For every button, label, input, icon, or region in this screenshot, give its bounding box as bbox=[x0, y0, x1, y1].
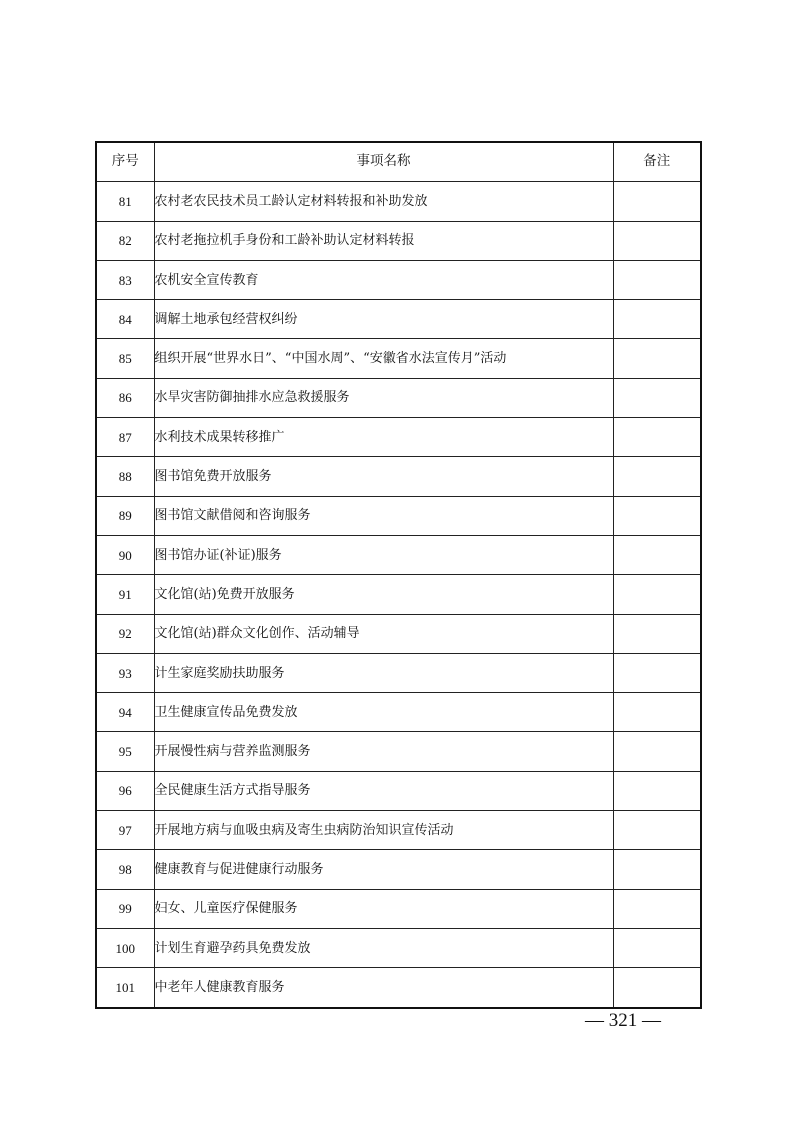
row-serial-number: 81 bbox=[96, 182, 154, 221]
row-remarks bbox=[613, 614, 701, 653]
row-item-name: 计划生育避孕药具免费发放 bbox=[154, 928, 613, 967]
table-row bbox=[96, 339, 701, 378]
row-item-name: 妇女、儿童医疗保健服务 bbox=[154, 889, 613, 928]
header-item-name: 事项名称 bbox=[154, 142, 613, 182]
row-item-name: 组织开展“世界水日”、“中国水周”、“安徽省水法宣传月”活动 bbox=[154, 339, 613, 378]
row-remarks bbox=[613, 378, 701, 417]
row-item-name: 农村老拖拉机手身份和工龄补助认定材料转报 bbox=[154, 221, 613, 260]
table-row bbox=[96, 182, 701, 221]
row-item-name: 调解土地承包经营权纠纷 bbox=[154, 300, 613, 339]
row-remarks bbox=[613, 693, 701, 732]
row-remarks bbox=[613, 811, 701, 850]
row-serial-number: 84 bbox=[96, 300, 154, 339]
row-serial-number: 85 bbox=[96, 339, 154, 378]
row-serial-number: 94 bbox=[96, 693, 154, 732]
row-item-name: 图书馆免费开放服务 bbox=[154, 457, 613, 496]
row-serial-number: 91 bbox=[96, 575, 154, 614]
row-remarks bbox=[613, 300, 701, 339]
row-remarks bbox=[613, 496, 701, 535]
row-item-name: 农机安全宣传教育 bbox=[154, 260, 613, 299]
row-item-name: 计生家庭奖励扶助服务 bbox=[154, 653, 613, 692]
row-serial-number: 98 bbox=[96, 850, 154, 889]
row-serial-number: 97 bbox=[96, 811, 154, 850]
row-item-name: 卫生健康宣传品免费发放 bbox=[154, 693, 613, 732]
service-items-table bbox=[95, 141, 702, 1009]
row-remarks bbox=[613, 182, 701, 221]
table-row bbox=[96, 575, 701, 614]
row-remarks bbox=[613, 850, 701, 889]
row-serial-number: 100 bbox=[96, 928, 154, 967]
table-row bbox=[96, 457, 701, 496]
row-item-name: 水旱灾害防御抽排水应急救援服务 bbox=[154, 378, 613, 417]
table-row bbox=[96, 928, 701, 967]
header-serial-number: 序号 bbox=[96, 142, 154, 182]
table-row bbox=[96, 653, 701, 692]
row-serial-number: 92 bbox=[96, 614, 154, 653]
table-row bbox=[96, 614, 701, 653]
table-row bbox=[96, 732, 701, 771]
row-item-name: 水利技术成果转移推广 bbox=[154, 418, 613, 457]
row-serial-number: 90 bbox=[96, 535, 154, 574]
table-row bbox=[96, 811, 701, 850]
row-serial-number: 86 bbox=[96, 378, 154, 417]
row-item-name: 农村老农民技术员工龄认定材料转报和补助发放 bbox=[154, 182, 613, 221]
row-serial-number: 82 bbox=[96, 221, 154, 260]
row-remarks bbox=[613, 575, 701, 614]
table-row bbox=[96, 968, 701, 1008]
row-serial-number: 95 bbox=[96, 732, 154, 771]
row-serial-number: 83 bbox=[96, 260, 154, 299]
row-remarks bbox=[613, 260, 701, 299]
row-item-name: 图书馆办证(补证)服务 bbox=[154, 535, 613, 574]
row-serial-number: 99 bbox=[96, 889, 154, 928]
header-remarks: 备注 bbox=[613, 142, 701, 182]
row-remarks bbox=[613, 732, 701, 771]
row-remarks bbox=[613, 457, 701, 496]
table-row bbox=[96, 693, 701, 732]
row-serial-number: 101 bbox=[96, 968, 154, 1008]
table-header-row bbox=[96, 142, 701, 182]
table-row bbox=[96, 260, 701, 299]
row-remarks bbox=[613, 968, 701, 1008]
table-row bbox=[96, 221, 701, 260]
row-item-name: 全民健康生活方式指导服务 bbox=[154, 771, 613, 810]
row-remarks bbox=[613, 535, 701, 574]
row-serial-number: 93 bbox=[96, 653, 154, 692]
row-item-name: 文化馆(站)群众文化创作、活动辅导 bbox=[154, 614, 613, 653]
table-row bbox=[96, 378, 701, 417]
row-item-name: 开展慢性病与营养监测服务 bbox=[154, 732, 613, 771]
row-item-name: 中老年人健康教育服务 bbox=[154, 968, 613, 1008]
row-remarks bbox=[613, 928, 701, 967]
row-serial-number: 88 bbox=[96, 457, 154, 496]
row-remarks bbox=[613, 653, 701, 692]
row-remarks bbox=[613, 889, 701, 928]
page-number: — 321 — bbox=[585, 1010, 661, 1031]
row-remarks bbox=[613, 771, 701, 810]
row-remarks bbox=[613, 418, 701, 457]
table-row bbox=[96, 771, 701, 810]
row-serial-number: 89 bbox=[96, 496, 154, 535]
row-remarks bbox=[613, 221, 701, 260]
row-item-name: 文化馆(站)免费开放服务 bbox=[154, 575, 613, 614]
table-row bbox=[96, 418, 701, 457]
table-row bbox=[96, 535, 701, 574]
table-row bbox=[96, 889, 701, 928]
row-item-name: 开展地方病与血吸虫病及寄生虫病防治知识宣传活动 bbox=[154, 811, 613, 850]
row-item-name: 图书馆文献借阅和咨询服务 bbox=[154, 496, 613, 535]
table-row bbox=[96, 850, 701, 889]
row-serial-number: 87 bbox=[96, 418, 154, 457]
table-row bbox=[96, 300, 701, 339]
row-item-name: 健康教育与促进健康行动服务 bbox=[154, 850, 613, 889]
row-remarks bbox=[613, 339, 701, 378]
table-row bbox=[96, 496, 701, 535]
row-serial-number: 96 bbox=[96, 771, 154, 810]
